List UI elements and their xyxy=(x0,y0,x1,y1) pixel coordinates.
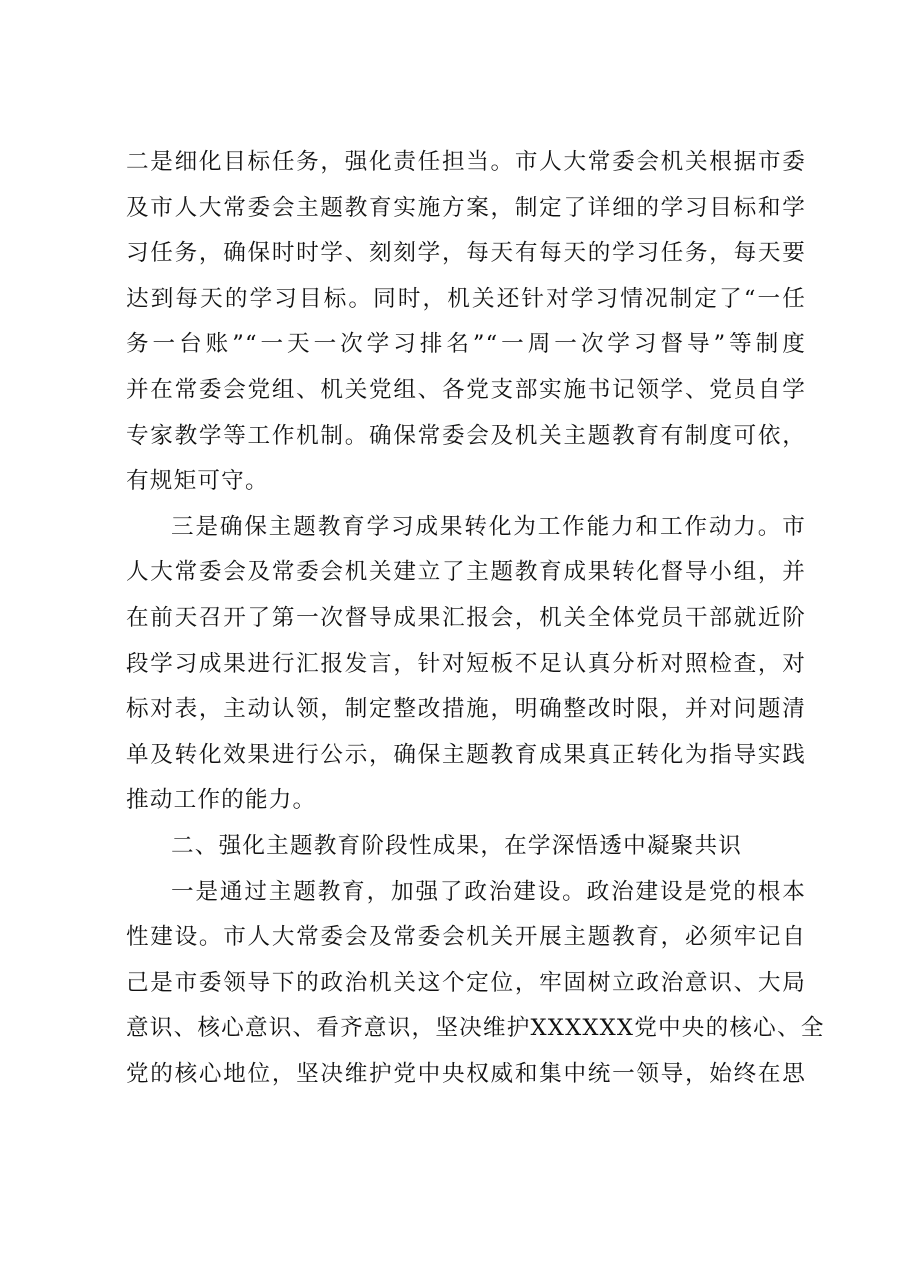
text-line: 一是通过主题教育，加强了政治建设。政治建设是党的根本 xyxy=(171,878,806,905)
text-line: 达到每天的学习目标。同时，机关还针对学习情况制定了“一任 xyxy=(126,285,806,312)
text-line: 有规矩可守。 xyxy=(126,468,269,495)
paragraph-convert-results xyxy=(126,505,806,824)
text-line: 己是市委领导下的政治机关这个定位，牢固树立政治意识、大局 xyxy=(126,969,806,996)
text-line: 并在常委会党组、机关党组、各党支部实施书记领学、党员自学 xyxy=(126,376,806,403)
text-line: 性建设。市人大常委会及常委会机关开展主题教育，必须牢记自 xyxy=(126,924,806,951)
text-line: 意识、核心意识、看齐意识，坚决维护XXXXXX党中央的核心、全 xyxy=(126,1015,825,1042)
section-heading xyxy=(126,824,806,870)
text-line: 三是确保主题教育学习成果转化为工作能力和工作动力。市 xyxy=(171,513,806,540)
text-line: 在前天召开了第一次督导成果汇报会，机关全体党员干部就近阶 xyxy=(126,604,806,631)
text-line: 习任务，确保时时学、刻刻学，每天有每天的学习任务，每天要 xyxy=(126,240,806,267)
paragraph-political-building xyxy=(126,870,825,1098)
text-line: 专家教学等工作机制。确保常委会及机关主题教育有制度可依， xyxy=(126,422,806,449)
text-line: 务一台账”“一天一次学习排名”“一周一次学习督导”等制度 xyxy=(126,331,806,358)
text-line: 单及转化效果进行公示，确保主题教育成果真正转化为指导实践 xyxy=(126,741,806,768)
section-heading-text: 二、强化主题教育阶段性成果，在学深悟透中凝聚共识 xyxy=(171,832,743,859)
text-line: 推动工作的能力。 xyxy=(126,787,317,814)
text-line: 段学习成果进行汇报发言，针对短板不足认真分析对照检查，对 xyxy=(126,650,806,677)
paragraph-refine-targets xyxy=(126,140,806,505)
text-line: 二是细化目标任务，强化责任担当。市人大常委会机关根据市委 xyxy=(126,149,806,175)
text-line: 党的核心地位，坚决维护党中央权威和集中统一领导，始终在思 xyxy=(126,1060,806,1087)
document-body xyxy=(126,140,825,1097)
text-line: 标对表，主动认领，制定整改措施，明确整改时限，并对问题清 xyxy=(126,696,806,723)
text-line: 及市人大常委会主题教育实施方案，制定了详细的学习目标和学 xyxy=(126,194,806,221)
text-line: 人大常委会及常委会机关建立了主题教育成果转化督导小组，并 xyxy=(126,559,806,586)
